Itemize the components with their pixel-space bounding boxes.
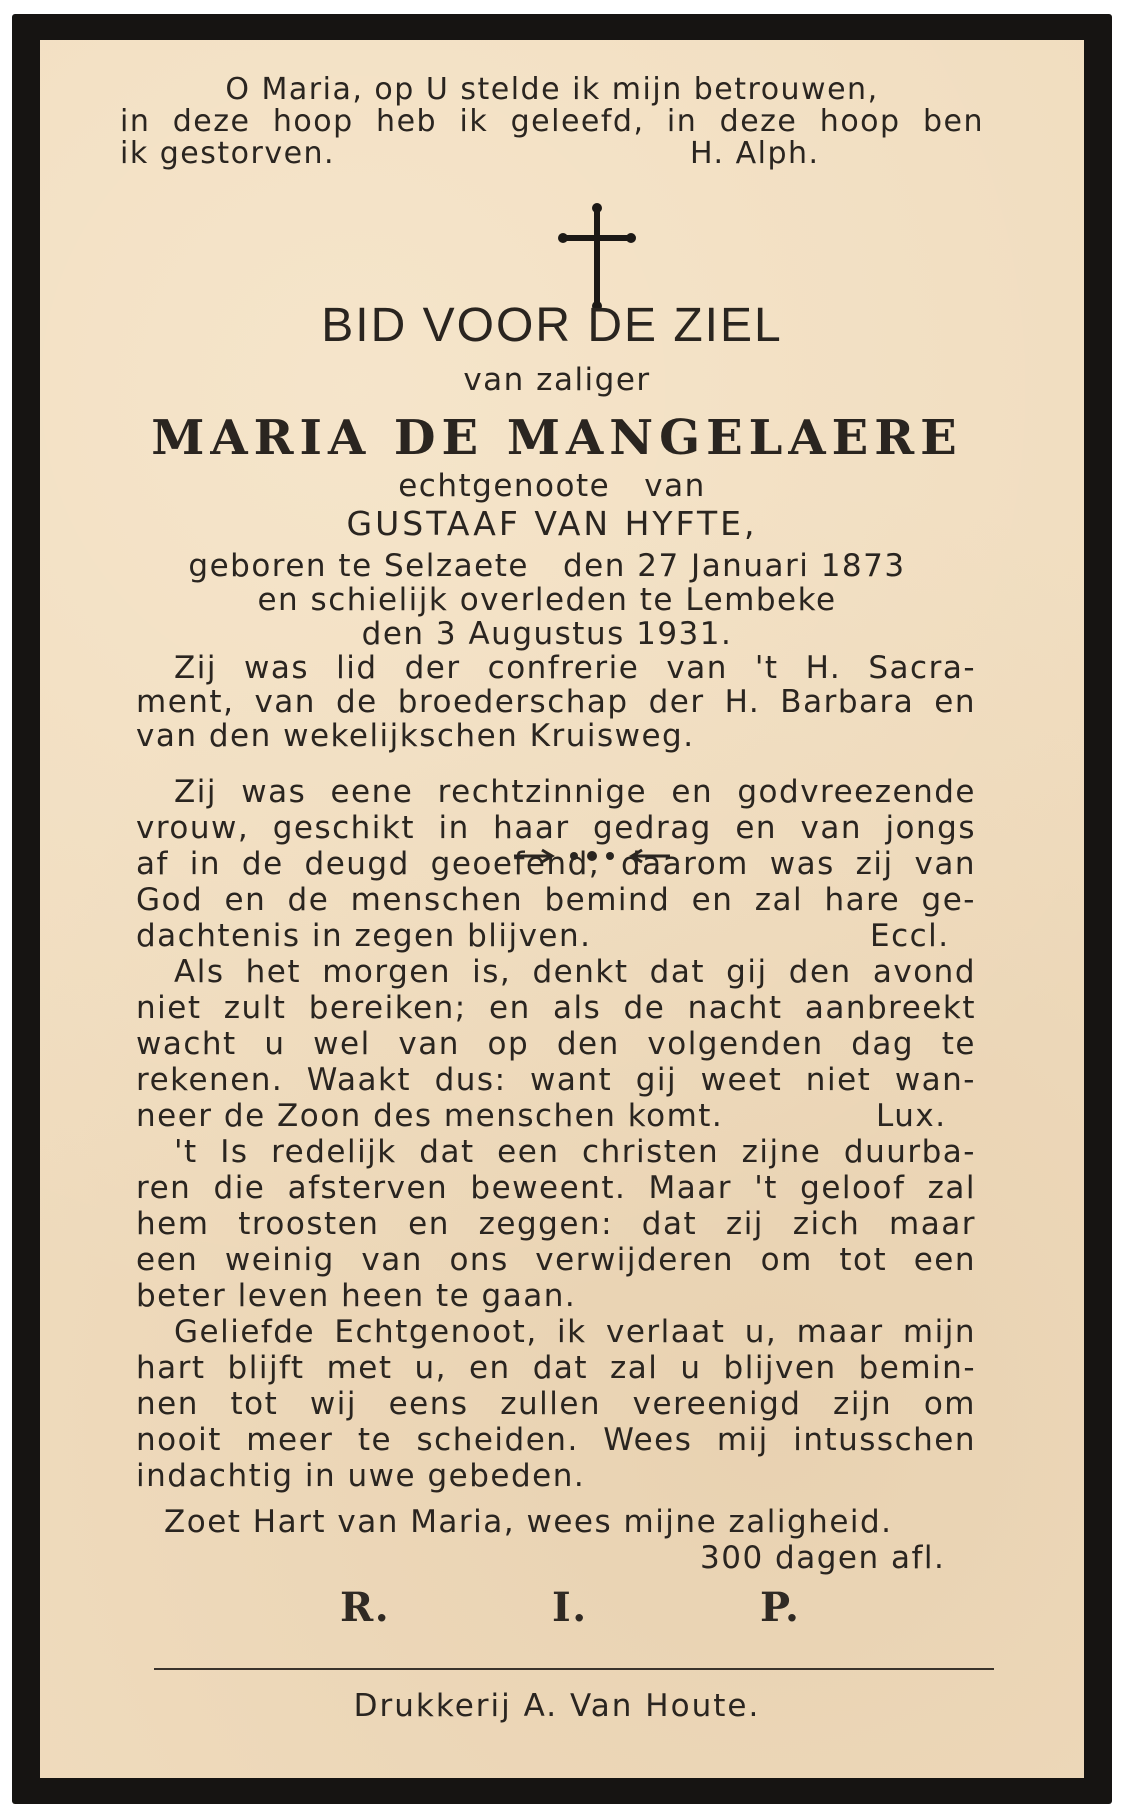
deceased-name: MARIA DE MANGELAERE	[151, 410, 963, 466]
paragraph-1-line-3: af in de deugd geoefend, daarom was zij van	[136, 846, 976, 882]
motto-line-1: O Maria, op U stelde ik mijn betrouwen,	[225, 72, 879, 107]
husband-name: GUSTAAF VAN HYFTE,	[346, 504, 758, 543]
birth-line: geboren te Selzaete den 27 Januari 1873	[188, 548, 906, 584]
death-date: den 3 Augustus 1931.	[361, 616, 733, 652]
paragraph-2-line-5: neer de Zoon des menschen komt.	[136, 1098, 724, 1134]
membership-line-3: van den wekelijkschen Kruisweg.	[136, 718, 695, 754]
cross-icon	[557, 202, 637, 312]
paragraph-2-line-4: rekenen. Waakt dus: want gij weet niet wan-	[136, 1062, 976, 1098]
paragraph-1-line-4: God en de menschen bemind en zal hare ge-	[136, 882, 976, 918]
prayer-title: BID VOOR DE ZIEL	[321, 299, 783, 352]
paragraph-4-line-1: Geliefde Echtgenoot, ik verlaat u, maar mijn	[174, 1314, 976, 1350]
paragraph-2-line-2: niet zult bereiken; en als de nacht aanbreekt	[136, 990, 976, 1026]
rip-letter-p: P.	[760, 1584, 801, 1631]
paragraph-4-line-5: indachtig in uwe gebeden.	[136, 1458, 586, 1494]
death-line: en schielijk overleden te Lembeke	[257, 582, 837, 618]
paragraph-1-line-1: Zij was eene rechtzinnige en godvreezende	[174, 774, 976, 810]
paragraph-2-source: Lux.	[876, 1098, 947, 1134]
rip-letter-r: R.	[340, 1584, 391, 1631]
membership-line-1: Zij was lid der confrerie van 't H. Sacra-	[174, 650, 976, 686]
footer-divider	[154, 1668, 994, 1670]
paragraph-3-line-2: ren die afsterven beweent. Maar 't geloof zal	[136, 1170, 976, 1206]
paragraph-3-line-1: 't Is redelijk dat een christen zijne duurba-	[174, 1134, 976, 1170]
subtitle-van-zaliger: van zaliger	[463, 362, 651, 398]
membership-line-2: ment, van de broederschap der H. Barbara en	[136, 684, 976, 720]
paragraph-1-line-5: dachtenis in zegen blijven.	[136, 918, 592, 954]
motto-line-2: in deze hoop heb ik geleefd, in deze hoop ben	[120, 104, 984, 139]
paragraph-3-line-4: een weinig van ons verwijderen om tot een	[136, 1242, 976, 1278]
indulgence-note: 300 dagen afl.	[700, 1540, 946, 1576]
motto-line-3: ik gestorven.	[120, 136, 336, 171]
paragraph-2-line-1: Als het morgen is, denkt dat gij den avond	[174, 954, 976, 990]
printer-credit: Drukkerij A. Van Houte.	[353, 1688, 761, 1724]
paragraph-4-line-3: nen tot wij eens zullen vereenigd zijn om	[136, 1386, 976, 1422]
rip-letter-i: I.	[552, 1584, 588, 1631]
motto-attribution: H. Alph.	[690, 136, 820, 171]
memorial-card	[40, 40, 1084, 1778]
paragraph-1-source: Eccl.	[870, 918, 950, 954]
paragraph-4-line-4: nooit meer te scheiden. Wees mij intusschen	[136, 1422, 976, 1458]
relation-line: echtgenoote van	[398, 468, 706, 504]
paragraph-3-line-3: hem troosten en zeggen: dat zij zich maar	[136, 1206, 976, 1242]
closing-prayer: Zoet Hart van Maria, wees mijne zaligheid.	[164, 1504, 893, 1540]
mourning-card-border	[12, 14, 1112, 1804]
paragraph-4-line-2: hart blijft met u, en dat zal u blijven bemin-	[136, 1350, 976, 1386]
paragraph-1-line-2: vrouw, geschikt in haar gedrag en van jongs	[136, 810, 976, 846]
paragraph-2-line-3: wacht u wel van op den volgenden dag te	[136, 1026, 976, 1062]
paragraph-3-line-5: beter leven heen te gaan.	[136, 1278, 577, 1314]
